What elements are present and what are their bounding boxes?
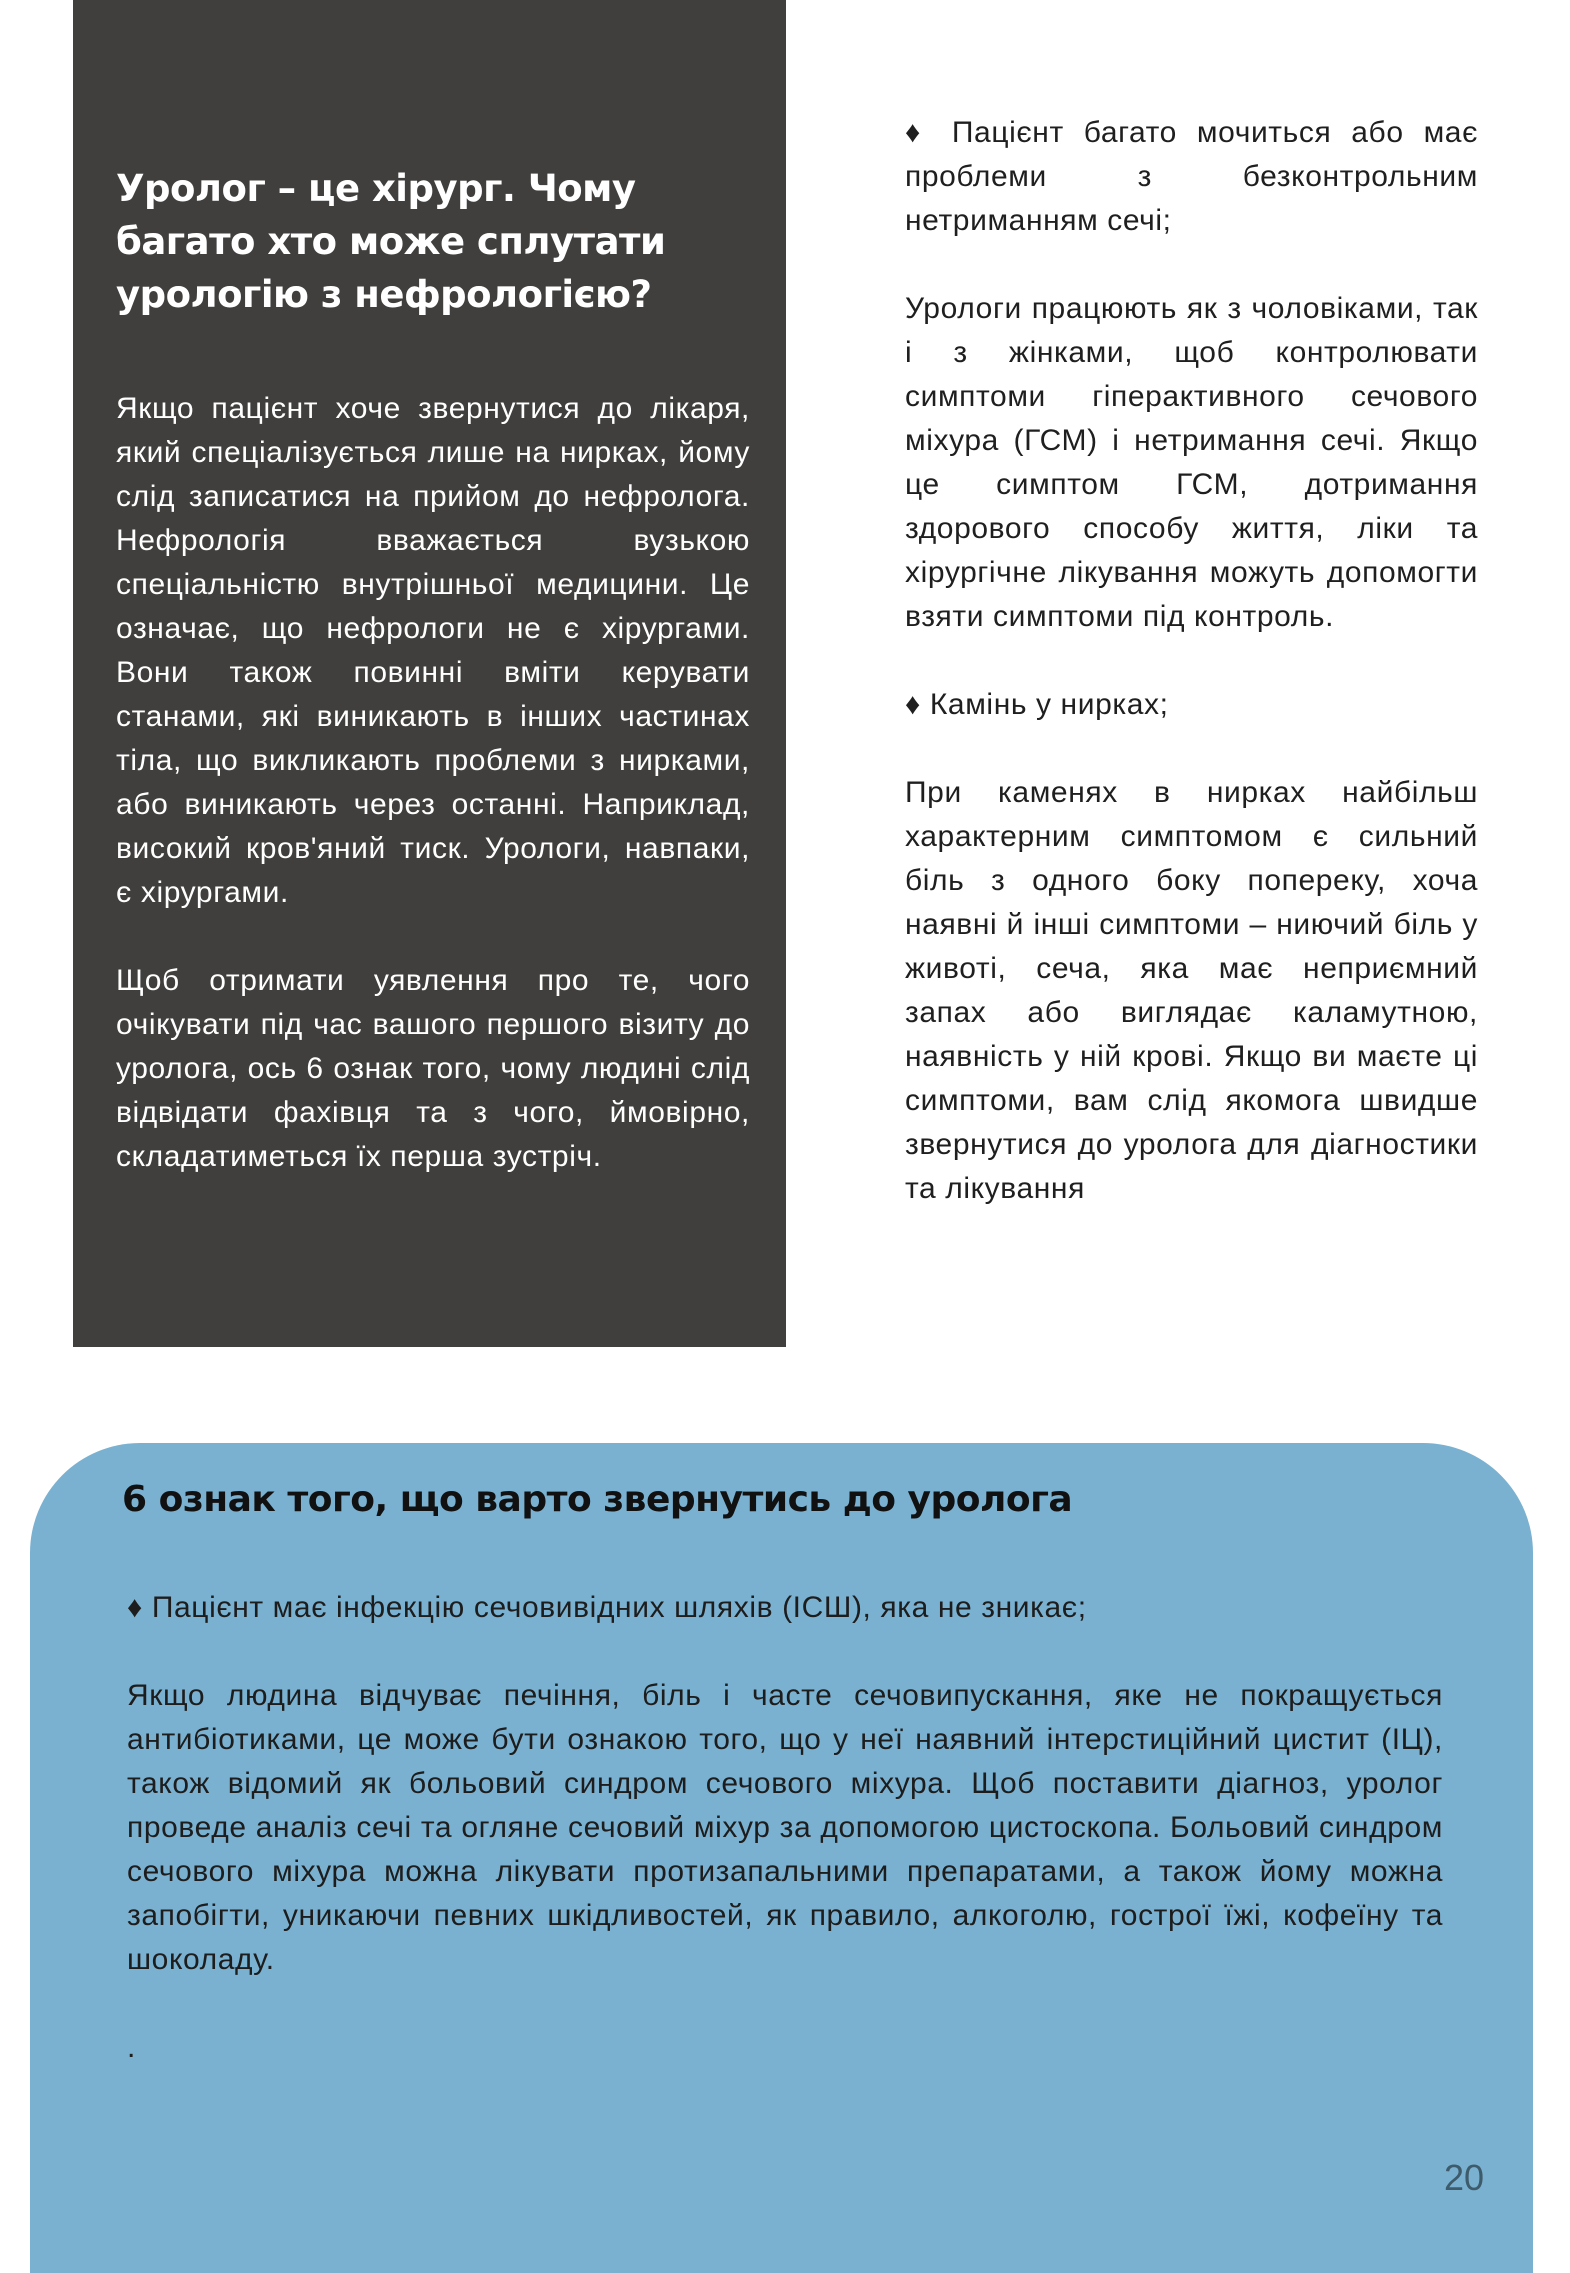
bullet-uti: ♦ Пацієнт має інфекцію сечовивідних шляхів (ІСШ), яка не зникає; [127,1591,1087,1624]
bullet-kidney-stone: ♦ Камінь у нирках; [905,688,1169,721]
bullet-urination: ♦ Пацієнт багато мочиться або має проблеми з безконтрольним нетриманням сечі; [905,116,1478,237]
paragraph-kidney-stone: При каменях в нирках найбільш характерним симптомом є сильний біль з одного боку попереку, хоча наявні й інші симптоми – ниючий біль у животі, сеча, яка має неприємний запах або виглядає каламутною, наявність у ній крові. Якщо ви маєте ці симптоми, вам слід якомога швидше звернутися до уролога для діагностики та лікування [905,776,1478,1205]
right-text-column [905,111,1478,1255]
paragraph-nephrology: Якщо пацієнт хоче звернутися до лікаря, який спеціалізується лише на нирках, йому слід записатися на прийом до нефролога. Нефрологія вважається вузькою спеціальністю внутрішньої медицини. Це означає, що нефрологи не є хірургами. Вони також повинні вміти керувати станами, які виникають в інших частинах тіла, що викликають проблеми з нирками, або виникають через останні. Наприклад, високий кров'яний тиск. Урологи, навпаки, є хірургами. [116,392,750,909]
page-number: 20 [1444,2157,1485,2198]
blue-signs-panel [30,1443,1533,2273]
section-heading: Уролог – це хірург. Чому багато хто може сплутати урологію з нефрологією? [116,167,666,316]
paragraph-first-visit: Щоб отримати уявлення про те, чого очікувати під час вашого першого візиту до уролога, ось 6 ознак того, чому людині слід відвідати фахівця та з чого, ймовірно, складатиметься їх перша зустріч. [116,964,750,1173]
stray-dot: . [127,2031,136,2064]
dark-info-panel [73,0,786,1347]
signs-heading: 6 ознак того, що варто звернутись до уролога [122,1479,1073,1520]
paragraph-oab: Урологи працюють як з чоловіками, так і з жінками, щоб контролювати симптоми гіперактивного сечового міхура (ГСМ) і нетримання сечі. Якщо це симптом ГСМ, дотримання здорового способу життя, ліки та хірургічне лікування можуть допомогти взяти симптоми під контроль. [905,292,1478,633]
paragraph-interstitial-cystitis: Якщо людина відчуває печіння, біль і часте сечовипускання, яке не покращується антибіотиками, це може бути ознакою того, що у неї наявний інтерстиційний цистит (ІЦ), також відомий як больовий синдром сечового міхура. Щоб поставити діагноз, уролог проведе аналіз сечі та огляне сечовий міхур за допомогою цистоскопа. Больовий синдром сечового міхура можна лікувати протизапальними препаратами, а також йому можна запобігти, уникаючи певних шкідливостей, як правило, алкоголю, гострої їжі, кофеїну та шоколаду. [127,1679,1443,1976]
